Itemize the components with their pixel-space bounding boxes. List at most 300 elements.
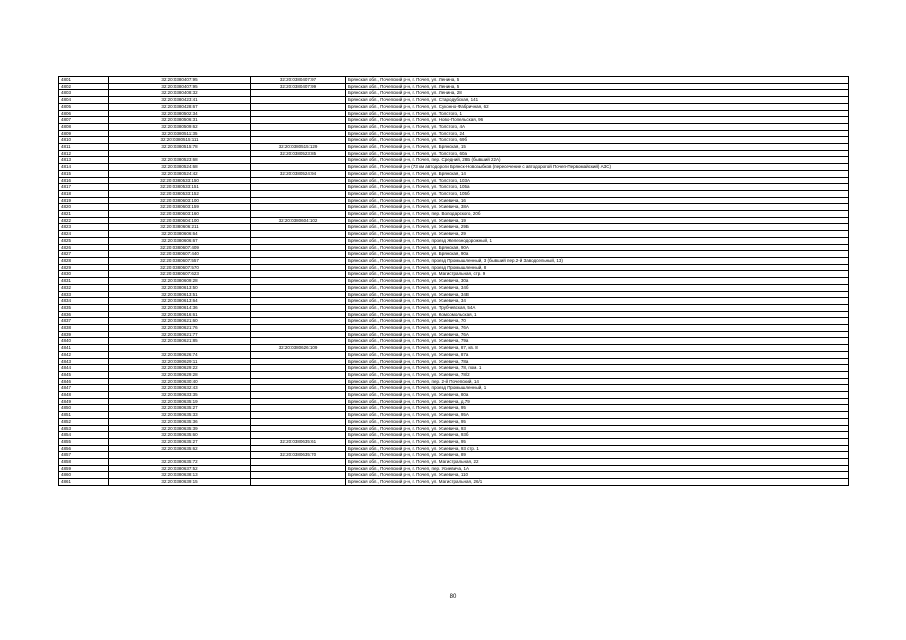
address-cell: Брянская обл., Почепский р-н, г. Почеп, ул. Усиевича, 80а	[346, 392, 849, 399]
table-row	[59, 190, 849, 197]
row-number-cell: 4829	[59, 264, 109, 271]
table-row	[59, 184, 849, 191]
address-cell: Брянская обл., Почепский р-н, г. Почеп, ул. Усиевича, 79а	[346, 338, 849, 345]
related-cadastral-number-cell	[251, 392, 346, 399]
related-cadastral-number-cell	[251, 418, 346, 425]
address-cell: Брянская обл., Почепский р-н, г. Почеп, ул. Усиевича, 19	[346, 217, 849, 224]
table-row	[59, 251, 849, 258]
address-cell: Брянская обл., Почепский р-н, г. Почеп, ул. Толстого, 24	[346, 130, 849, 137]
related-cadastral-number-cell	[251, 405, 346, 412]
related-cadastral-number-cell	[251, 103, 346, 110]
address-cell: Брянская обл., Почепский р-н, г. Почеп, ул. Усиевича, 30а	[346, 278, 849, 285]
cadastral-number-cell: 32:20:0380616:61	[109, 311, 251, 318]
table-row	[59, 77, 849, 84]
address-cell: Брянская обл., Почепский р-н, г. Почеп, ул. Брянская, 14	[346, 170, 849, 177]
related-cadastral-number-cell	[251, 318, 346, 325]
row-number-cell: 4856	[59, 445, 109, 452]
row-number-cell: 4801	[59, 77, 109, 84]
cadastral-number-cell: 32:20:0380604:100	[109, 217, 251, 224]
row-number-cell: 4811	[59, 144, 109, 151]
related-cadastral-number-cell	[251, 231, 346, 238]
table-row	[59, 103, 849, 110]
table-row	[59, 110, 849, 117]
row-number-cell: 4852	[59, 418, 109, 425]
table-row	[59, 311, 849, 318]
address-cell: Брянская обл., Почепский р-н, г. Почеп, ул. Усиевича, 78а	[346, 358, 849, 365]
table-row	[59, 452, 849, 459]
address-cell: Брянская обл., Почепский р-н, г. Почеп, ул. Усиевича, д.79	[346, 398, 849, 405]
related-cadastral-number-cell: 32:20:0380635:61	[251, 438, 346, 445]
related-cadastral-number-cell	[251, 90, 346, 97]
table-row	[59, 371, 849, 378]
cadastral-number-cell: 32:20:0380606:64	[109, 231, 251, 238]
related-cadastral-number-cell	[251, 110, 346, 117]
address-cell: Брянская обл., Почепский р-н, г. Почеп, пер. Володарского, 20б	[346, 211, 849, 218]
related-cadastral-number-cell: 32:20:0380524:94	[251, 170, 346, 177]
related-cadastral-number-cell	[251, 264, 346, 271]
cadastral-number-cell: 32:20:0380637:52	[109, 465, 251, 472]
table-row	[59, 445, 849, 452]
table-row	[59, 264, 849, 271]
row-number-cell: 4803	[59, 90, 109, 97]
related-cadastral-number-cell	[251, 257, 346, 264]
table-row	[59, 224, 849, 231]
table-row	[59, 351, 849, 358]
page-number: 80	[449, 594, 457, 600]
cadastral-number-cell: 32:20:0380635:62	[109, 445, 251, 452]
cadastral-number-cell: 32:20:0380635:72	[109, 459, 251, 466]
row-number-cell: 4845	[59, 371, 109, 378]
row-number-cell: 4857	[59, 452, 109, 459]
related-cadastral-number-cell	[251, 197, 346, 204]
cadastral-number-cell	[109, 345, 251, 352]
cadastral-number-cell: 32:20:0380635:27	[109, 438, 251, 445]
row-number-cell: 4817	[59, 184, 109, 191]
table-row	[59, 164, 849, 171]
cadastral-number-cell: 32:20:0380515:78	[109, 144, 251, 151]
row-number-cell: 4830	[59, 271, 109, 278]
address-cell: Брянская обл., Почепский р-н, г. Почеп, ул. Усиевича, 16	[346, 197, 849, 204]
related-cadastral-number-cell	[251, 291, 346, 298]
row-number-cell: 4858	[59, 459, 109, 466]
table-row	[59, 358, 849, 365]
related-cadastral-number-cell	[251, 358, 346, 365]
row-number-cell: 4843	[59, 358, 109, 365]
row-number-cell: 4841	[59, 345, 109, 352]
related-cadastral-number-cell	[251, 412, 346, 419]
address-cell: Брянская обл., Почепский р-н, г. Почеп, ул. Ленина, 5	[346, 77, 849, 84]
cadastral-number-cell: 32:20:0380502:34	[109, 110, 251, 117]
related-cadastral-number-cell: 32:20:0380407:99	[251, 83, 346, 90]
address-cell: Брянская обл., Почепский р-н, г. Почеп, ул. Толстого, 69б	[346, 137, 849, 144]
row-number-cell: 4813	[59, 157, 109, 164]
cadastral-number-cell: 32:20:0380423:41	[109, 97, 251, 104]
cadastral-number-cell: 32:20:0380635:27	[109, 405, 251, 412]
address-cell: Брянская обл., Почепский р-н, г. Почеп, ул. Усиевича, 34б	[346, 284, 849, 291]
related-cadastral-number-cell	[251, 459, 346, 466]
related-cadastral-number-cell	[251, 472, 346, 479]
row-number-cell: 4851	[59, 412, 109, 419]
related-cadastral-number-cell	[251, 190, 346, 197]
address-cell: Брянская обл., Почепский р-н, г. Почеп, ул. Толстого, 60а	[346, 150, 849, 157]
address-cell: Брянская обл., Почепский р-н (73 км автодороги Брянск-Новозыбков (пересечение с автодорогой Почеп-Первомайский) АЗС)	[346, 164, 849, 171]
row-number-cell: 4812	[59, 150, 109, 157]
cadastral-number-cell: 32:20:0380635:36	[109, 418, 251, 425]
cadastral-number-cell: 32:20:0380635:19	[109, 398, 251, 405]
table-row	[59, 472, 849, 479]
address-cell: Брянская обл., Почепский р-н, г. Почеп, ул. Усиевича, 93	[346, 425, 849, 432]
row-number-cell: 4818	[59, 190, 109, 197]
table-row	[59, 130, 849, 137]
table-row	[59, 298, 849, 305]
address-cell: Брянская обл., Почепский р-н, г. Почеп, ул. Усиевича, 78/2	[346, 371, 849, 378]
related-cadastral-number-cell	[251, 445, 346, 452]
table-row	[59, 345, 849, 352]
cadastral-number-cell: 32:20:0380613:64	[109, 298, 251, 305]
table-row	[59, 257, 849, 264]
related-cadastral-number-cell	[251, 398, 346, 405]
row-number-cell: 4849	[59, 398, 109, 405]
cadastral-number-cell: 32:20:0380408:32	[109, 90, 251, 97]
cadastral-number-cell: 32:20:0380621:76	[109, 325, 251, 332]
table-row	[59, 378, 849, 385]
related-cadastral-number-cell	[251, 157, 346, 164]
row-number-cell: 4861	[59, 479, 109, 486]
cadastral-number-cell	[109, 150, 251, 157]
cadastral-number-cell: 32:20:0380613:51	[109, 291, 251, 298]
row-number-cell: 4827	[59, 251, 109, 258]
cadastral-number-cell: 32:20:0380629:22	[109, 365, 251, 372]
registry-table-body	[59, 77, 849, 486]
address-cell: Брянская обл., Почепский р-н, г. Почеп, ул. Усиевича, 34В	[346, 291, 849, 298]
cadastral-number-cell: 32:20:0380629:11	[109, 358, 251, 365]
table-row	[59, 291, 849, 298]
related-cadastral-number-cell	[251, 284, 346, 291]
table-row	[59, 144, 849, 151]
row-number-cell: 4808	[59, 123, 109, 130]
cadastral-number-cell: 32:20:0380621:85	[109, 338, 251, 345]
cadastral-number-cell: 32:20:0380428:67	[109, 103, 251, 110]
row-number-cell: 4831	[59, 278, 109, 285]
address-cell: Брянская обл., Почепский р-н, г. Почеп, ул. Магистральная, 26/1	[346, 479, 849, 486]
related-cadastral-number-cell	[251, 251, 346, 258]
address-cell: Брянская обл., Почепский р-н, г. Почеп, ул. Ленина, 28	[346, 90, 849, 97]
row-number-cell: 4806	[59, 110, 109, 117]
address-cell: Брянская обл., Почепский р-н, г. Почеп, пер. Усиевича, 1А	[346, 465, 849, 472]
cadastral-number-cell: 32:20:0380515:111	[109, 137, 251, 144]
table-row	[59, 83, 849, 90]
cadastral-number-cell: 32:20:0380614:36	[109, 304, 251, 311]
row-number-cell: 4848	[59, 392, 109, 399]
table-row	[59, 117, 849, 124]
table-row	[59, 392, 849, 399]
related-cadastral-number-cell	[251, 224, 346, 231]
address-cell: Брянская обл., Почепский р-н, г. Почеп, ул. Усиевича, 95	[346, 418, 849, 425]
cadastral-number-cell: 32:20:0380407:95	[109, 77, 251, 84]
related-cadastral-number-cell: 32:20:0380515:129	[251, 144, 346, 151]
related-cadastral-number-cell: 32:20:0380635:70	[251, 452, 346, 459]
table-row	[59, 385, 849, 392]
row-number-cell: 4842	[59, 351, 109, 358]
row-number-cell: 4839	[59, 331, 109, 338]
row-number-cell: 4821	[59, 211, 109, 218]
address-cell: Брянская обл., Почепский р-н, г. Почеп, ул. Усиевича, 95	[346, 438, 849, 445]
row-number-cell: 4805	[59, 103, 109, 110]
related-cadastral-number-cell	[251, 351, 346, 358]
row-number-cell: 4834	[59, 298, 109, 305]
table-row	[59, 137, 849, 144]
related-cadastral-number-cell	[251, 425, 346, 432]
address-cell: Брянская обл., Почепский р-н, г. Почеп, ул. Брянская, 90А	[346, 244, 849, 251]
table-row	[59, 123, 849, 130]
cadastral-number-cell: 32:20:0380635:33	[109, 412, 251, 419]
address-cell: Брянская обл., Почепский р-н, г. Почеп, ул. Усиевича, 93б	[346, 432, 849, 439]
table-row	[59, 150, 849, 157]
related-cadastral-number-cell	[251, 244, 346, 251]
address-cell: Брянская обл., Почепский р-н, г. Почеп, ул. Толстого, 105б	[346, 190, 849, 197]
address-cell: Брянская обл., Почепский р-н, г. Почеп, ул. Усиевича, 34	[346, 298, 849, 305]
cadastral-number-cell: 32:20:0380639:15	[109, 479, 251, 486]
table-row	[59, 465, 849, 472]
row-number-cell: 4823	[59, 224, 109, 231]
table-row	[59, 90, 849, 97]
row-number-cell: 4816	[59, 177, 109, 184]
related-cadastral-number-cell	[251, 479, 346, 486]
table-row	[59, 231, 849, 238]
related-cadastral-number-cell	[251, 211, 346, 218]
table-row	[59, 304, 849, 311]
row-number-cell: 4835	[59, 304, 109, 311]
table-row	[59, 418, 849, 425]
related-cadastral-number-cell	[251, 385, 346, 392]
address-cell: Брянская обл., Почепский р-н, г. Почеп, ул. Усиевича, 95	[346, 405, 849, 412]
row-number-cell: 4815	[59, 170, 109, 177]
table-row	[59, 97, 849, 104]
related-cadastral-number-cell	[251, 278, 346, 285]
row-number-cell: 4809	[59, 130, 109, 137]
cadastral-number-cell: 32:20:0380506:31	[109, 117, 251, 124]
address-cell: Брянская обл., Почепский р-н, г. Почеп, пер. Средний, 28Б (бывший 22А)	[346, 157, 849, 164]
table-row	[59, 197, 849, 204]
related-cadastral-number-cell	[251, 97, 346, 104]
row-number-cell: 4828	[59, 257, 109, 264]
address-cell: Брянская обл., Почепский р-н, г. Почеп, ул. Стародубская, 141	[346, 97, 849, 104]
address-cell: Брянская обл., Почепский р-н, г. Почеп, проезд Промышленный, 8	[346, 264, 849, 271]
cadastral-number-cell: 32:20:0380629:28	[109, 371, 251, 378]
table-row	[59, 170, 849, 177]
address-cell: Брянская обл., Почепский р-н, г. Почеп, ул. Усиевича, 76А	[346, 325, 849, 332]
table-row	[59, 237, 849, 244]
related-cadastral-number-cell	[251, 177, 346, 184]
related-cadastral-number-cell	[251, 184, 346, 191]
cadastral-number-cell: 32:20:0380613:50	[109, 284, 251, 291]
related-cadastral-number-cell: 32:20:0380604:102	[251, 217, 346, 224]
table-row	[59, 459, 849, 466]
row-number-cell: 4846	[59, 378, 109, 385]
cadastral-number-cell: 32:20:0380607:623	[109, 271, 251, 278]
table-row	[59, 271, 849, 278]
row-number-cell: 4814	[59, 164, 109, 171]
row-number-cell: 4833	[59, 291, 109, 298]
address-cell: Брянская обл., Почепский р-н, г. Почеп, проезд Железнодорожный, 1	[346, 237, 849, 244]
related-cadastral-number-cell	[251, 465, 346, 472]
row-number-cell: 4820	[59, 204, 109, 211]
cadastral-number-cell: 32:20:0380511:35	[109, 130, 251, 137]
table-row	[59, 177, 849, 184]
address-cell: Брянская обл., Почепский р-н, г. Почеп, ул. Суконно-Фабричная, 62	[346, 103, 849, 110]
row-number-cell: 4810	[59, 137, 109, 144]
related-cadastral-number-cell: 32:20:0380523:85	[251, 150, 346, 157]
row-number-cell: 4855	[59, 438, 109, 445]
address-cell: Брянская обл., Почепский р-н, г. Почеп, ул. Усиевича, 76А	[346, 331, 849, 338]
registry-table	[58, 76, 849, 486]
row-number-cell: 4804	[59, 97, 109, 104]
row-number-cell: 4826	[59, 244, 109, 251]
cadastral-number-cell: 32:20:0380606:67	[109, 237, 251, 244]
cadastral-number-cell: 32:20:0380523:68	[109, 157, 251, 164]
related-cadastral-number-cell	[251, 298, 346, 305]
related-cadastral-number-cell	[251, 304, 346, 311]
address-cell: Брянская обл., Почепский р-н, г. Почеп, пер. 2-й Почепский, 14	[346, 378, 849, 385]
cadastral-number-cell: 32:20:0380603:100	[109, 197, 251, 204]
related-cadastral-number-cell	[251, 325, 346, 332]
related-cadastral-number-cell	[251, 331, 346, 338]
table-row	[59, 365, 849, 372]
row-number-cell: 4825	[59, 237, 109, 244]
row-number-cell: 4807	[59, 117, 109, 124]
cadastral-number-cell: 32:20:0380533:151	[109, 184, 251, 191]
row-number-cell: 4850	[59, 405, 109, 412]
related-cadastral-number-cell: 32:20:0380407:97	[251, 77, 346, 84]
row-number-cell: 4847	[59, 385, 109, 392]
related-cadastral-number-cell	[251, 130, 346, 137]
address-cell: Брянская обл., Почепский р-н, г. Почеп, ул. Усиевича, 29	[346, 231, 849, 238]
table-row	[59, 284, 849, 291]
table-row	[59, 331, 849, 338]
table-row	[59, 278, 849, 285]
table-row	[59, 211, 849, 218]
address-cell: Брянская обл., Почепский р-н, г. Почеп, ул. Магистральная, 22	[346, 459, 849, 466]
row-number-cell: 4824	[59, 231, 109, 238]
cadastral-number-cell: 32:20:0380607:409	[109, 244, 251, 251]
cadastral-number-cell: 32:20:0380606:211	[109, 224, 251, 231]
cadastral-number-cell: 32:20:0380638:13	[109, 472, 251, 479]
address-cell: Брянская обл., Почепский р-н, г. Почеп, ул. Усиевича, 89	[346, 452, 849, 459]
cadastral-number-cell: 32:20:0380632:43	[109, 385, 251, 392]
address-cell: Брянская обл., Почепский р-н, г. Почеп, ул. Усиевича, 70	[346, 318, 849, 325]
cadastral-number-cell: 32:20:0380609:28	[109, 278, 251, 285]
cadastral-number-cell	[109, 452, 251, 459]
table-row	[59, 405, 849, 412]
table-row	[59, 325, 849, 332]
related-cadastral-number-cell	[251, 365, 346, 372]
related-cadastral-number-cell	[251, 432, 346, 439]
address-cell: Брянская обл., Почепский р-н, г. Почеп, проезд Промышленный, 3 (бывший пер.2-й Заводсельный, 13)	[346, 257, 849, 264]
related-cadastral-number-cell	[251, 164, 346, 171]
address-cell: Брянская обл., Почепский р-н, г. Почеп, ул. Ленина, 5	[346, 83, 849, 90]
related-cadastral-number-cell	[251, 271, 346, 278]
row-number-cell: 4837	[59, 318, 109, 325]
cadastral-number-cell: 32:20:0380607:557	[109, 257, 251, 264]
cadastral-number-cell: 32:20:0380407:95	[109, 83, 251, 90]
row-number-cell: 4802	[59, 83, 109, 90]
address-cell: Брянская обл., Почепский р-н, г. Почеп, ул. Брянская, 90а	[346, 251, 849, 258]
table-row	[59, 318, 849, 325]
row-number-cell: 4822	[59, 217, 109, 224]
related-cadastral-number-cell	[251, 137, 346, 144]
cadastral-number-cell: 32:20:0380524:42	[109, 170, 251, 177]
address-cell: Брянская обл., Почепский р-н, г. Почеп, ул. Толстого, 4А	[346, 123, 849, 130]
table-row	[59, 438, 849, 445]
table-row	[59, 244, 849, 251]
address-cell: Брянская обл., Почепский р-н, г. Почеп, ул. Ново-Попельская, 96	[346, 117, 849, 124]
cadastral-number-cell: 32:20:0380621:77	[109, 331, 251, 338]
cadastral-number-cell: 32:20:0380635:60	[109, 432, 251, 439]
cadastral-number-cell: 32:20:0380524:68	[109, 164, 251, 171]
cadastral-number-cell: 32:20:0380630:40	[109, 378, 251, 385]
address-cell: Брянская обл., Почепский р-н, г. Почеп, ул. Усиевича, 110	[346, 472, 849, 479]
address-cell: Брянская обл., Почепский р-н, г. Почеп, проезд Промышленный, 1	[346, 385, 849, 392]
address-cell: Брянская обл., Почепский р-н, г. Почеп, ул. Усиевича, 95А	[346, 412, 849, 419]
cadastral-number-cell: 32:20:0380603:160	[109, 211, 251, 218]
row-number-cell: 4832	[59, 284, 109, 291]
table-row	[59, 398, 849, 405]
table-row	[59, 479, 849, 486]
address-cell: Брянская обл., Почепский р-н, г. Почеп, ул. Усиевича, 29Б	[346, 224, 849, 231]
row-number-cell: 4838	[59, 325, 109, 332]
cadastral-number-cell: 32:20:0380621:60	[109, 318, 251, 325]
related-cadastral-number-cell	[251, 204, 346, 211]
address-cell: Брянская обл., Почепский р-н, г. Почеп, ул. Толстого, 103А	[346, 177, 849, 184]
cadastral-number-cell: 32:20:0380533:150	[109, 177, 251, 184]
related-cadastral-number-cell	[251, 338, 346, 345]
address-cell: Брянская обл., Почепский р-н, г. Почеп, ул. Усиевича, 87, кв. 8	[346, 345, 849, 352]
related-cadastral-number-cell	[251, 237, 346, 244]
address-cell: Брянская обл., Почепский р-н, г. Почеп, ул. Магистральная, стр. 9	[346, 271, 849, 278]
cadastral-number-cell: 32:20:0380607:440	[109, 251, 251, 258]
row-number-cell: 4859	[59, 465, 109, 472]
cadastral-number-cell: 32:20:0380635:39	[109, 425, 251, 432]
related-cadastral-number-cell	[251, 371, 346, 378]
row-number-cell: 4853	[59, 425, 109, 432]
address-cell: Брянская обл., Почепский р-н, г. Почеп, ул. Брянская, 15	[346, 144, 849, 151]
address-cell: Брянская обл., Почепский р-н, г. Почеп, ул. Толстого, 1	[346, 110, 849, 117]
row-number-cell: 4854	[59, 432, 109, 439]
related-cadastral-number-cell	[251, 117, 346, 124]
related-cadastral-number-cell	[251, 123, 346, 130]
table-row	[59, 217, 849, 224]
row-number-cell: 4860	[59, 472, 109, 479]
table-row	[59, 412, 849, 419]
table-row	[59, 432, 849, 439]
address-cell: Брянская обл., Почепский р-н, г. Почеп, ул. Усиевича, 93 стр. 1	[346, 445, 849, 452]
address-cell: Брянская обл., Почепский р-н, г. Почеп, ул. Усиевича, 78, пом. 1	[346, 365, 849, 372]
table-row	[59, 338, 849, 345]
address-cell: Брянская обл., Почепский р-н, г. Почеп, ул. Усиевича, 87а	[346, 351, 849, 358]
cadastral-number-cell: 32:20:0380533:152	[109, 190, 251, 197]
address-cell: Брянская обл., Почепский р-н, г. Почеп, ул. Толстого, 105а	[346, 184, 849, 191]
row-number-cell: 4819	[59, 197, 109, 204]
cadastral-number-cell: 32:20:0380626:74	[109, 351, 251, 358]
address-cell: Брянская обл., Почепский р-н, г. Почеп, ул. Трубчевская, 54А	[346, 304, 849, 311]
related-cadastral-number-cell	[251, 378, 346, 385]
cadastral-number-cell: 32:20:0380509:62	[109, 123, 251, 130]
row-number-cell: 4840	[59, 338, 109, 345]
cadastral-number-cell: 32:20:0380633:35	[109, 392, 251, 399]
table-row	[59, 157, 849, 164]
cadastral-number-cell: 32:20:0380603:159	[109, 204, 251, 211]
row-number-cell: 4844	[59, 365, 109, 372]
